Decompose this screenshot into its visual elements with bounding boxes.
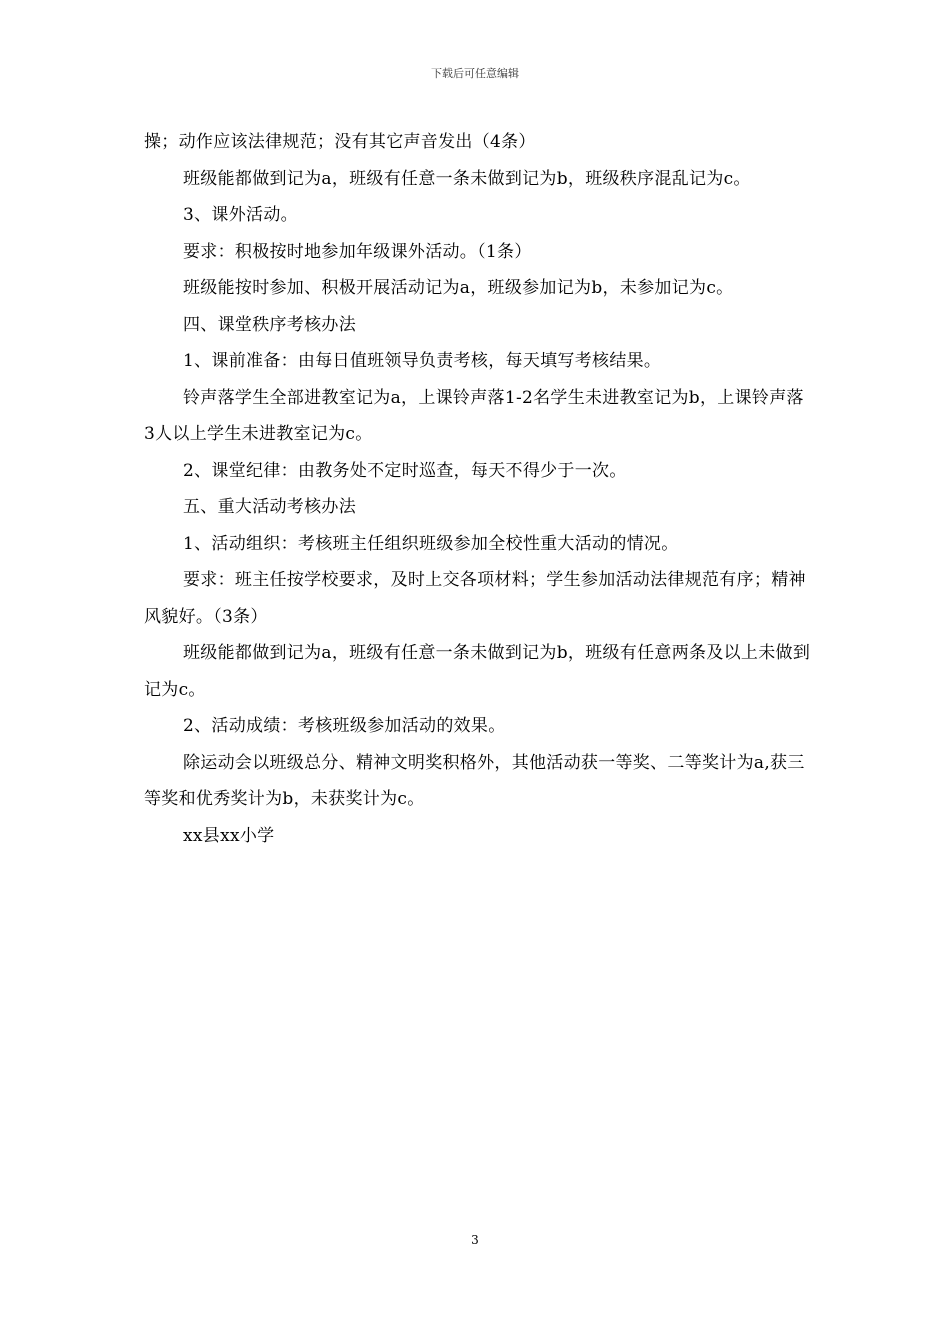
- paragraph-5: 班级能按时参加、积极开展活动记为a，班级参加记为b，未参加记为c。: [183, 278, 734, 298]
- signature-line: xx县xx小学: [183, 825, 275, 846]
- paragraph-8: 铃声落学生全部进教室记为a，上课铃声落1-2名学生未进教室记为b，上课铃声落3人以上学生未进教室记为c。: [144, 387, 804, 444]
- page-header: 下载后可任意编辑: [431, 67, 519, 80]
- paragraph-14: 2、活动成绩：考核班级参加活动的效果。: [183, 716, 506, 736]
- paragraph-15: 除运动会以班级总分、精神文明奖积格外，其他活动获一等奖、二等奖计为a,获三等奖和优秀奖计为b，未获奖计为c。: [144, 752, 805, 809]
- paragraph-9: 2、课堂纪律：由教务处不定时巡查，每天不得少于一次。: [183, 460, 627, 481]
- paragraph-2: 班级能都做到记为a，班级有任意一条未做到记为b，班级秩序混乱记为c。: [183, 168, 751, 189]
- paragraph-1: 操；动作应该法律规范；没有其它声音发出（4条）: [144, 132, 536, 152]
- page-number: 3: [471, 1233, 479, 1247]
- paragraph-3: 3、课外活动。: [183, 205, 298, 225]
- paragraph-7: 1、课前准备：由每日值班领导负责考核，每天填写考核结果。: [183, 351, 662, 371]
- paragraph-4: 要求：积极按时地参加年级课外活动。（1条）: [183, 241, 532, 262]
- paragraph-13: 班级能都做到记为a，班级有任意一条未做到记为b，班级有任意两条及以上未做到记为c。: [144, 643, 811, 700]
- section-heading-4: 四、课堂秩序考核办法: [183, 314, 356, 335]
- paragraph-11: 1、活动组织：考核班主任组织班级参加全校性重大活动的情况。: [183, 533, 679, 554]
- section-heading-5: 五、重大活动考核办法: [183, 497, 356, 517]
- paragraph-12: 要求：班主任按学校要求，及时上交各项材料；学生参加活动法律规范有序；精神风貌好。（3条）: [144, 570, 806, 627]
- document-body: [144, 124, 812, 854]
